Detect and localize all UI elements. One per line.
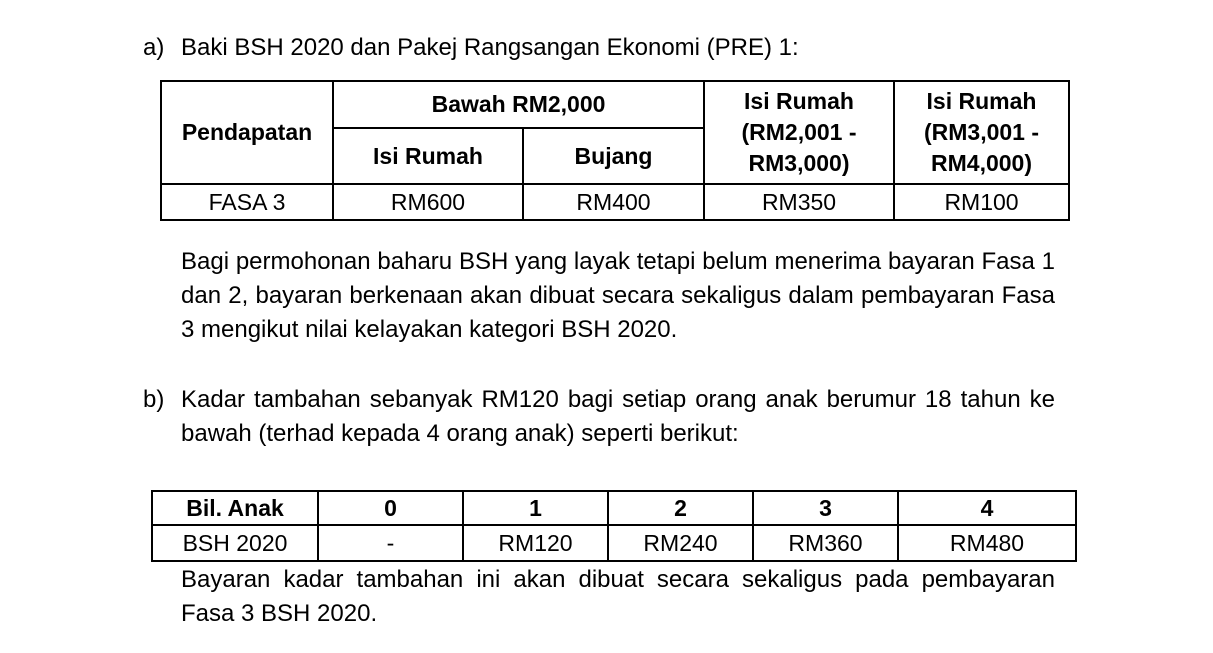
section-b-heading <box>143 383 1055 451</box>
cell-value: RM400 <box>523 184 704 220</box>
cell-value: RM600 <box>333 184 523 220</box>
header-count: 3 <box>753 491 898 525</box>
cell-value: RM480 <box>898 525 1076 561</box>
section-a-heading <box>143 33 799 63</box>
table-pendapatan <box>160 80 1070 221</box>
header-count: 4 <box>898 491 1076 525</box>
section-b-label: b) <box>143 386 165 413</box>
table-row <box>152 525 1076 561</box>
header-line: Isi Rumah <box>744 88 854 114</box>
section-a-note: Bagi permohonan baharu BSH yang layak tetapi belum menerima bayaran Fasa 1 dan 2, bayaran berkenaan akan dibuat secara sekaligus dalam pembayaran Fasa 3 mengikut nilai kelayakan kategori BSH 2020. <box>181 248 1055 343</box>
header-bil-anak: Bil. Anak <box>152 491 318 525</box>
cell-value: - <box>318 525 463 561</box>
table-header-row <box>152 491 1076 525</box>
header-line: (RM2,001 - <box>741 119 857 145</box>
cell-value: RM100 <box>894 184 1069 220</box>
table-bil-anak <box>151 490 1077 562</box>
section-b-note: Bayaran kadar tambahan ini akan dibuat secara sekaligus pada pembayaran Fasa 3 BSH 2020. <box>181 566 1055 627</box>
header-line: Isi Rumah <box>926 88 1037 114</box>
cell-value: RM350 <box>704 184 894 220</box>
header-isi-rumah: Isi Rumah <box>333 128 523 184</box>
section-b-title: Kadar tambahan sebanyak RM120 bagi setiap orang anak berumur 18 tahun ke bawah (terhad kepada 4 orang anak) seperti berikut: <box>181 386 1055 447</box>
header-pendapatan: Pendapatan <box>161 81 333 184</box>
table-row <box>161 184 1069 220</box>
header-count: 1 <box>463 491 608 525</box>
header-count: 0 <box>318 491 463 525</box>
cell-value: RM120 <box>463 525 608 561</box>
header-count: 2 <box>608 491 753 525</box>
header-line: RM4,000) <box>931 150 1032 176</box>
header-isi-rumah-rm3001-rm4000 <box>894 81 1069 184</box>
section-a-title: Baki BSH 2020 dan Pakej Rangsangan Ekonomi (PRE) 1: <box>181 34 799 61</box>
header-bawah-rm2000: Bawah RM2,000 <box>333 81 704 128</box>
header-bujang: Bujang <box>523 128 704 184</box>
header-isi-rumah-rm2001-rm3000 <box>704 81 894 184</box>
cell-bsh-2020: BSH 2020 <box>152 525 318 561</box>
cell-value: RM240 <box>608 525 753 561</box>
cell-fasa: FASA 3 <box>161 184 333 220</box>
header-line: RM3,000) <box>748 150 850 176</box>
header-line: (RM3,001 - <box>923 119 1040 145</box>
section-a-label: a) <box>143 34 165 61</box>
cell-value: RM360 <box>753 525 898 561</box>
